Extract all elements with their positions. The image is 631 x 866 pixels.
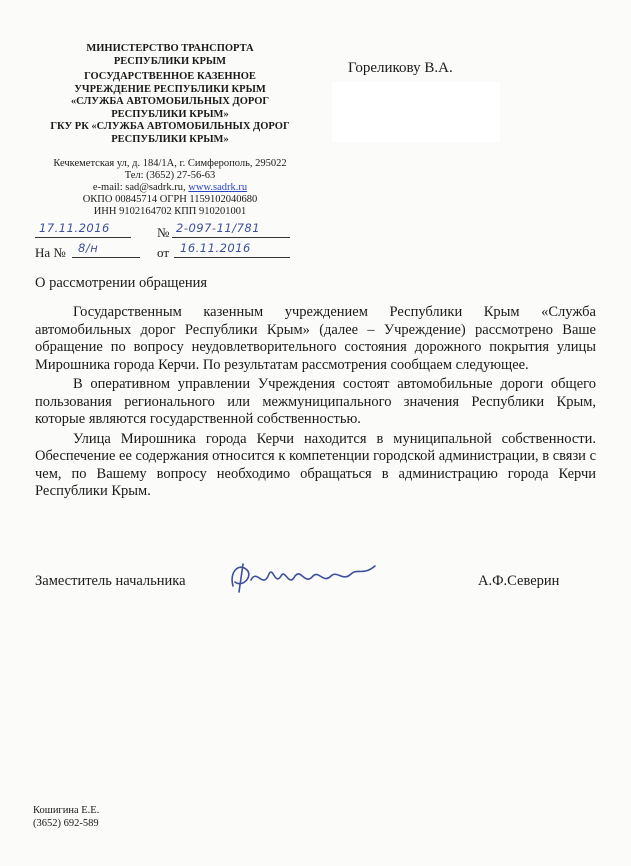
ministry-line-2: РЕСПУБЛИКИ КРЫМ — [113, 55, 227, 67]
reply-label: На № — [35, 245, 66, 260]
paragraph-3: Улица Мирошника города Керчи находится в муниципальной собственности. Обеспечение ее содержания относится к компетенции городской администрации, в связи с чем, по Вашему вопросу необходимо обращаться в администрацию города Керчи Республики Крым. — [35, 430, 596, 499]
reply-from-label: от — [157, 245, 170, 260]
executor-name: Кошигина Е.Е. — [33, 805, 100, 816]
reply-number-line — [72, 243, 140, 258]
handwritten-signature — [225, 556, 385, 598]
sender-inn: ИНН 9102164702 КПП 910201001 — [93, 206, 247, 217]
subject-line: О рассмотрении обращения — [35, 275, 208, 291]
sender-email: e-mail: sad@sadrk.ru, — [92, 182, 186, 193]
redacted-address — [332, 82, 500, 142]
sender-address: Кечкеметская ул, д. 184/1А, г. Симферополь, 295022 — [53, 158, 287, 169]
reg-number: 2-097-11/781 — [176, 221, 261, 235]
ministry-line-1: МИНИСТЕРСТВО ТРАНСПОРТА — [86, 43, 254, 54]
sender-website-link[interactable]: www.sadrk.ru — [188, 182, 248, 193]
reg-number-line — [172, 223, 290, 238]
reply-date: 16.11.2016 — [180, 241, 251, 255]
reg-date: 17.11.2016 — [39, 221, 110, 235]
executor-block — [33, 805, 99, 830]
org-line-4: РЕСПУБЛИКИ КРЫМ» — [111, 108, 229, 120]
sender-header — [40, 43, 300, 146]
sender-okpo: ОКПО 00845714 ОГРН 1159102040680 — [82, 194, 258, 205]
signer-name: А.Ф.Северин — [478, 573, 560, 589]
recipient-name: Гореликову В.А. — [348, 60, 453, 76]
paragraph-2: В оперативном управлении Учреждения состоят автомобильные дороги общего пользования регионального или межмуниципального значения Республики Крым, которые являются государственной собственностью. — [35, 376, 596, 427]
reply-number: 8/н — [78, 241, 99, 255]
reply-date-line — [174, 243, 290, 258]
signer-position: Заместитель начальника — [35, 573, 186, 589]
reg-number-label: № — [157, 225, 170, 240]
paragraph-1: Государственным казенным учреждением Республики Крым «Служба автомобильных дорог Республики Крым» (далее – Учреждение) рассмотрено Ваше обращение по вопросу неудовлетворительного состояния дорожного покрытия улицы Мирошника города Керчи. По результатам рассмотрения сообщаем следующее. — [35, 304, 596, 373]
org-line-3: «СЛУЖБА АВТОМОБИЛЬНЫХ ДОРОГ — [70, 96, 270, 107]
org-line-1: ГОСУДАРСТВЕННОЕ КАЗЕННОЕ — [84, 71, 256, 82]
org-line-6: РЕСПУБЛИКИ КРЫМ» — [111, 133, 229, 145]
sender-phone: Тел: (3652) 27-56-63 — [124, 170, 216, 181]
letter-body — [35, 304, 596, 503]
sender-email-line — [40, 182, 300, 194]
sender-contacts — [40, 158, 300, 218]
org-line-2: УЧРЕЖДЕНИЕ РЕСПУБЛИКИ КРЫМ — [74, 83, 266, 95]
org-line-5: ГКУ РК «СЛУЖБА АВТОМОБИЛЬНЫХ ДОРОГ — [50, 121, 290, 132]
reg-date-line — [35, 223, 131, 238]
executor-phone: (3652) 692-589 — [33, 817, 99, 829]
